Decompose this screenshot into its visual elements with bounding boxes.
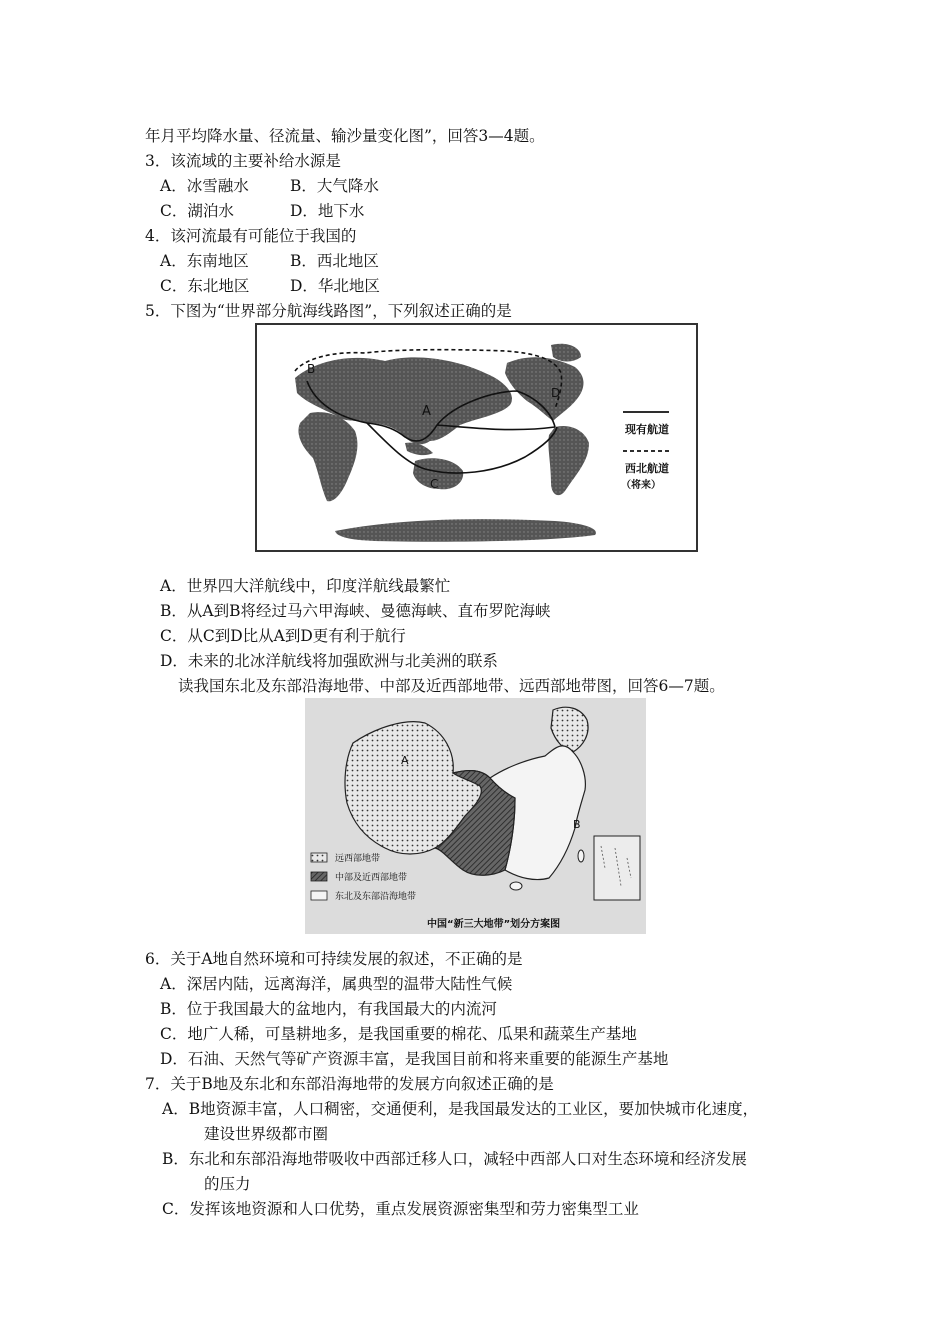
q6-option-a: A．深居内陆，远离海洋，属典型的温带大陆性气候 xyxy=(160,975,513,993)
legend-existing-label: 现有航道 xyxy=(625,423,669,436)
q3-option-b: B．大气降水 xyxy=(290,177,379,195)
q6-stem: 6．关于A地自然环境和可持续发展的叙述，不正确的是 xyxy=(145,950,523,968)
world-shipping-map xyxy=(255,323,698,552)
map-label-d: D xyxy=(551,386,561,400)
legend-northwest-label: 西北航道 xyxy=(625,462,669,475)
hainan-island xyxy=(510,882,522,890)
q4-option-d: D．华北地区 xyxy=(290,277,380,295)
q7-option-a-line1: A．B地资源丰富，人口稠密，交通便利，是我国最发达的工业区，要加快城市化速度， xyxy=(162,1100,759,1118)
q3-option-d: D．地下水 xyxy=(290,202,365,220)
q6-option-d: D．石油、天然气等矿产资源丰富，是我国目前和将来重要的能源生产基地 xyxy=(160,1050,669,1068)
legend-east-label: 东北及东部沿海地带 xyxy=(335,892,417,902)
q4-stem: 4．该河流最有可能位于我国的 xyxy=(145,227,357,245)
map-label-c: C xyxy=(430,477,439,491)
legend-east-swatch xyxy=(311,891,327,900)
china-map-caption: 中国“新三大地带”划分方案图 xyxy=(427,919,561,930)
q7-option-b-line2: 的压力 xyxy=(204,1175,251,1193)
china-zones-map xyxy=(305,698,646,934)
q3-stem: 3．该流域的主要补给水源是 xyxy=(145,152,341,170)
read-instruction: 读我国东北及东部沿海地带、中部及近西部地带、远西部地带图，回答6—7题。 xyxy=(178,677,725,695)
china-label-a: A xyxy=(401,754,409,767)
q7-option-b-line1: B．东北和东部沿海地带吸收中西部迁移人口，减轻中西部人口对生态环境和经济发展 xyxy=(162,1150,747,1168)
legend-future-label: （将来） xyxy=(621,480,661,491)
china-label-b: B xyxy=(573,818,581,831)
taiwan-island xyxy=(578,850,584,862)
q4-option-c: C．东北地区 xyxy=(160,277,250,295)
q3-option-c: C．湖泊水 xyxy=(160,202,234,220)
intro-line: 年月平均降水量、径流量、输沙量变化图”，回答3—4题。 xyxy=(145,127,545,145)
q5-option-c: C．从C到D比从A到D更有利于航行 xyxy=(160,627,406,645)
q6-option-b: B．位于我国最大的盆地内，有我国最大的内流河 xyxy=(160,1000,497,1018)
q4-option-a: A．东南地区 xyxy=(160,252,249,270)
q4-option-b: B．西北地区 xyxy=(290,252,379,270)
q7-option-c: C．发挥该地资源和人口优势，重点发展资源密集型和劳力密集型工业 xyxy=(162,1200,639,1218)
legend-central-swatch xyxy=(311,872,327,881)
q6-option-c: C．地广人稀，可垦耕地多，是我国重要的棉花、瓜果和蔬菜生产基地 xyxy=(160,1025,637,1043)
q7-option-a-line2: 建设世界级都市圈 xyxy=(204,1125,329,1143)
map-label-b: B xyxy=(307,362,316,376)
q7-stem: 7．关于B地及东北和东部沿海地带的发展方向叙述正确的是 xyxy=(145,1075,554,1093)
q5-option-a: A．世界四大洋航线中，印度洋航线最繁忙 xyxy=(160,577,451,595)
q5-option-d: D．未来的北冰洋航线将加强欧洲与北美洲的联系 xyxy=(160,652,498,670)
south-sea-inset xyxy=(594,836,640,900)
q5-option-b: B．从A到B将经过马六甲海峡、曼德海峡、直布罗陀海峡 xyxy=(160,602,551,620)
q3-option-a: A．冰雪融水 xyxy=(160,177,249,195)
q5-stem: 5．下图为“世界部分航海线路图”，下列叙述正确的是 xyxy=(145,302,512,320)
legend-central-label: 中部及近西部地带 xyxy=(335,873,408,883)
map-label-a: A xyxy=(422,404,431,419)
legend-far-west-label: 远西部地带 xyxy=(335,854,381,864)
legend-far-west-swatch xyxy=(311,853,327,862)
